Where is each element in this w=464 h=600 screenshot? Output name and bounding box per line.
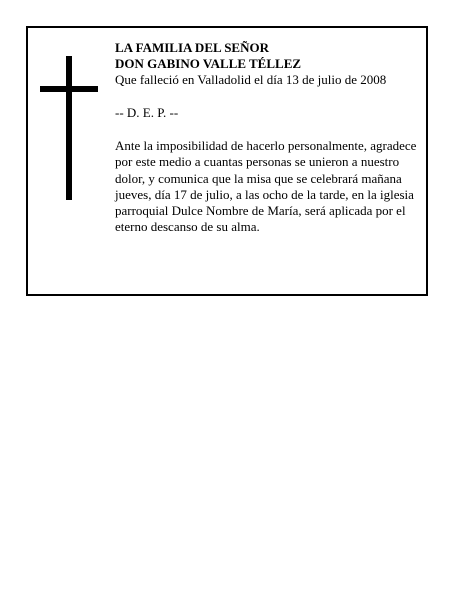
cross-icon — [40, 56, 98, 200]
obituary-notice — [26, 26, 428, 296]
cross-vertical-bar — [66, 56, 72, 200]
notice-body: Ante la imposibilidad de hacerlo personalmente, agradece por este medio a cuantas personas se unieron a nuestro dolor, y comunica que la misa que se celebrará mañana jueves, día 17 de julio, a las ocho de la tarde, en la iglesia parroquial Dulce Nombre de María, será aplicada por el eterno descanso de su alma. — [115, 138, 417, 235]
heading-deceased-name: DON GABINO VALLE TÉLLEZ — [115, 56, 302, 71]
death-announcement: Que falleció en Valladolid el día 13 de julio de 2008 — [115, 72, 387, 87]
rest-in-peace: -- D. E. P. -- — [115, 105, 179, 120]
notice-text — [115, 40, 421, 236]
heading-family: LA FAMILIA DEL SEÑOR — [115, 40, 269, 55]
cross-horizontal-bar — [40, 86, 98, 92]
